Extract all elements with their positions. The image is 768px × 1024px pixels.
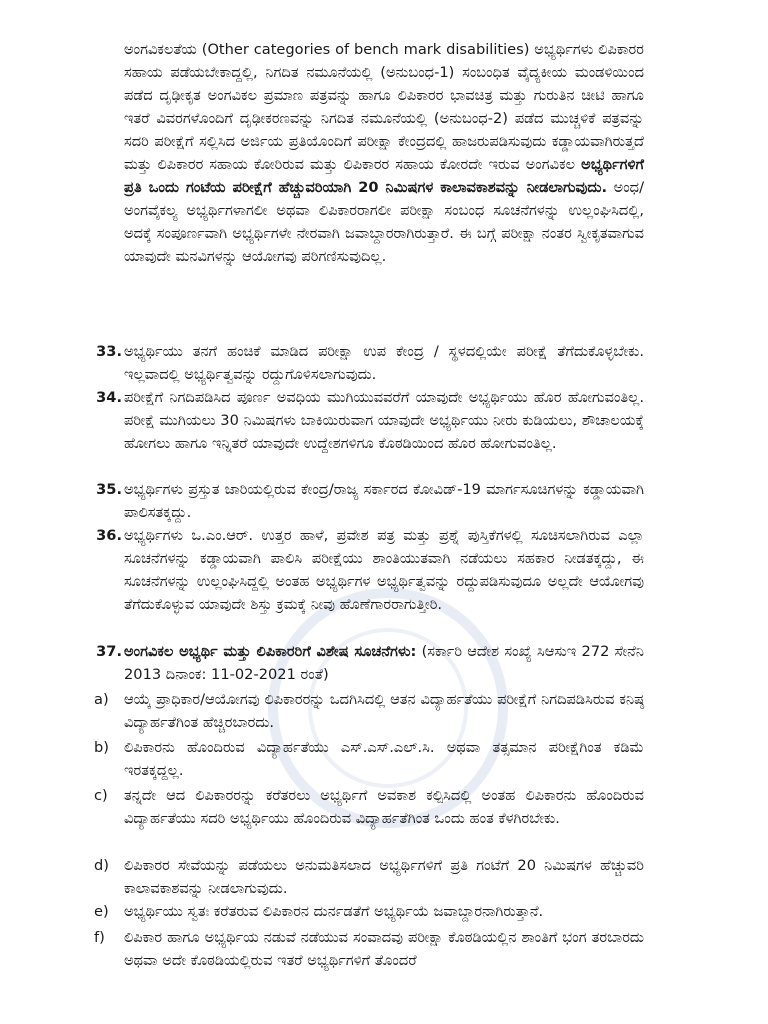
sub-item-text: ಲಿಪಿಕಾರರ ಸೇವೆಯನ್ನು ಪಡೆಯಲು ಅನುಮತಿಸಲಾದ ಅಭ್ಯರ್ಥಿಗಳಿಗೆ ಪ್ರತಿ ಗಂಟೆಗೆ 20 ನಿಮಿಷಗಳ ಹೆಚ್ಚುವರಿ ಕಾಲಾವಕಾಶವನ್ನು ನೀಡಲಾಗುವುದು. [124,857,644,897]
intro-text-a: ಅಂಗವಿಕಲತೆಯ (Other categories of bench mark disabilities) ಅಭ್ಯರ್ಥಿಗಳು ಲಿಪಿಕಾರರ ಸಹಾಯ ಪಡೆಯಬೇಕಾದ್ದಲ್ಲಿ, ನಿಗದಿತ ನಮೂನೆಯಲ್ಲಿ (ಅನುಬಂಧ-1) ಸಂಬಂಧಿತ ವೈದ್ಯಕೀಯ ಮಂಡಳಿಯಿಂದ ಪಡೆದ ದೃಢೀಕೃತ ಅಂಗವಿಕಲ ಪ್ರಮಾಣ ಪತ್ರವನ್ನು ಹಾಗೂ ಲಿಪಿಕಾರರ ಭಾವಚಿತ್ರ ಮತ್ತು ಗುರುತಿನ ಚೀಟಿ ಹಾಗೂ ಇತರೆ ವಿವರಗಳೊಂದಿಗೆ ದೃಢೀಕರಣವನ್ನು ನಿಗದಿತ ನಮೂನೆಯಲ್ಲಿ (ಅನುಬಂಧ-2) ಪಡೆದ ಮುಚ್ಚಳಿಕೆ ಪತ್ರವನ್ನು ಸದರಿ ಪರೀಕ್ಷೆಗೆ ಸಲ್ಲಿಸಿದ ಅರ್ಜಿಯ ಪ್ರತಿಯೊಂದಿಗೆ ಪರೀಕ್ಷಾ ಕೇಂದ್ರದಲ್ಲಿ ಹಾಜರುಪಡಿಸುವುದು ಕಡ್ಡಾಯವಾಗಿರುತ್ತದೆ ಮತ್ತು ಲಿಪಿಕಾರರ ಸಹಾಯ ಕೋರಿರುವ ಮತ್ತು ಲಿಪಿಕಾರರ ಸಹಾಯ ಕೋರದೇ ಇರುವ ಅಂಗವಿಕಲ [124,41,644,173]
sub-item-letter: f) [94,929,105,946]
item-number: 37. [96,643,122,660]
sub-item-text: ಅಭ್ಯರ್ಥಿಯು ಸ್ವತಃ ಕರೆತರುವ ಲಿಪಿಕಾರನ ದುರ್ನಡತೆಗೆ ಅಭ್ಯರ್ಥಿಯೆ ಜವಾಬ್ದಾರನಾಗಿರುತ್ತಾನೆ. [124,903,544,920]
list-item-35 [96,478,644,524]
sub-item-letter: c) [94,787,108,804]
intro-text-b: ಅಂಧ/ ಅಂಗವೈಕಲ್ಯ ಅಭ್ಯರ್ಥಿಗಳಾಗಲೀ ಅಥವಾ ಲಿಪಿಕಾರರಾಗಲೀ ಪರೀಕ್ಷಾ ಸಂಬಂಧ ಸೂಚನೆಗಳನ್ನು ಉಲ್ಲಂಘಿಸಿದಲ್ಲಿ, ಅದಕ್ಕೆ ಸಂಪೂರ್ಣವಾಗಿ ಅಭ್ಯರ್ಥಿಗಳೇ ನೇರವಾಗಿ ಜವಾಬ್ದಾರರಾಗಿರುತ್ತಾರೆ. ಈ ಬಗ್ಗೆ ಪರೀಕ್ಷಾ ನಂತರ ಸ್ವೀಕೃತವಾಗುವ ಯಾವುದೇ ಮನವಿಗಳನ್ನು ಆಯೋಗವು ಪರಿಗಣಿಸುವುದಿಲ್ಲ. [124,179,645,265]
list-item-37 [96,640,644,686]
sub-item-f [94,926,644,972]
sub-item-letter: b) [94,739,109,756]
sub-item-e [94,900,644,923]
sub-item-text: ಲಿಪಿಕಾರನು ಹೊಂದಿರುವ ವಿದ್ಯಾರ್ಹತೆಯು ಎಸ್.ಎಸ್.ಎಲ್.ಸಿ. ಅಥವಾ ತತ್ಸಮಾನ ಪರೀಕ್ಷೆಗಿಂತ ಕಡಿಮೆ ಇರತಕ್ಕದ್ದಲ್ಲ. [124,739,644,779]
item-heading: ಅಂಗವಿಕಲ ಅಭ್ಯರ್ಥಿ ಮತ್ತು ಲಿಪಿಕಾರರಿಗೆ ವಿಶೇಷ ಸೂಚನೆಗಳು: [124,643,417,660]
sub-item-b [94,736,644,782]
item-number: 34. [96,389,122,406]
sub-item-d [94,854,644,900]
item-text: ಅಭ್ಯರ್ಥಿಗಳು ಒ.ಎಂ.ಆರ್. ಉತ್ತರ ಹಾಳೆ, ಪ್ರವೇಶ ಪತ್ರ ಮತ್ತು ಪ್ರಶ್ನೆ ಪುಸ್ತಿಕೆಗಳಲ್ಲಿ ಸೂಚಿಸಲಾಗಿರುವ ಎಲ್ಲಾ ಸೂಚನೆಗಳನ್ನು ಕಡ್ಡಾಯವಾಗಿ ಪಾಲಿಸಿ ಪರೀಕ್ಷೆಯು ಶಾಂತಿಯುತವಾಗಿ ನಡೆಯಲು ಸಹಕಾರ ನೀಡತಕ್ಕದ್ದು, ಈ ಸೂಚನೆಗಳನ್ನು ಉಲ್ಲಂಘಿಸಿದ್ದಲ್ಲಿ ಅಂತಹ ಅಭ್ಯರ್ಥಿಗಳ ಅಭ್ಯರ್ಥಿತ್ವವನ್ನು ರದ್ದುಪಡಿಸುವುದೂ ಅಲ್ಲದೇ ಆಯೋಗವು ತೆಗೆದುಕೊಳ್ಳುವ ಯಾವುದೇ ಶಿಸ್ತು ಕ್ರಮಕ್ಕೆ ನೀವು ಹೊಣೆಗಾರರಾಗುತ್ತೀರಿ. [124,527,644,613]
sub-item-letter: e) [94,903,109,920]
sub-item-text: ತನ್ನದೇ ಆದ ಲಿಪಿಕಾರರನ್ನು ಕರೆತರಲು ಅಭ್ಯರ್ಥಿಗೆ ಅವಕಾಶ ಕಲ್ಪಿಸಿದಲ್ಲಿ ಅಂತಹ ಲಿಪಿಕಾರನು ಹೊಂದಿರುವ ವಿದ್ಯಾರ್ಹತೆಯು ಸದರಿ ಅಭ್ಯರ್ಥಿಯು ಹೊಂದಿರುವ ವಿದ್ಯಾರ್ಹತೆಗಿಂತ ಒಂದು ಹಂತ ಕೆಳಗಿರಬೇಕು. [124,787,644,827]
item-text: ಅಭ್ಯರ್ಥಿಯು ತನಗೆ ಹಂಚಿಕೆ ಮಾಡಿದ ಪರೀಕ್ಷಾ ಉಪ ಕೇಂದ್ರ / ಸ್ಥಳದಲ್ಲಿಯೇ ಪರೀಕ್ಷೆ ತೆಗೆದುಕೊಳ್ಳಬೇಕು. ಇಲ್ಲವಾದಲ್ಲಿ ಅಭ್ಯರ್ಥಿತ್ವವನ್ನು ರದ್ದುಗೊಳಿಸಲಾಗುವುದು. [124,343,644,383]
intro-text-bold: ಅಭ್ಯರ್ಥಿಗಳಿಗೆ ಪ್ರತಿ ಒಂದು ಗಂಟೆಯ ಪರೀಕ್ಷೆಗೆ ಹೆಚ್ಚುವರಿಯಾಗಿ 20 ನಿಮಿಷಗಳ ಕಾಲಾವಕಾಶವನ್ನು ನೀಡಲಾಗುವುದು. [124,156,644,196]
sub-item-a [94,688,644,734]
sub-item-letter: d) [94,857,109,874]
item-number: 36. [96,527,122,544]
item-text: (ಸರ್ಕಾರಿ ಆದೇಶ ಸಂಖ್ಯೆ ಸಿಆಸುಇ 272 ಸೇನೆನಿ 2013 ದಿನಾಂಕ: 11-02-2021 ರಂತೆ) [124,643,644,683]
intro-paragraph [124,38,644,268]
list-item-36 [96,524,644,616]
list-item-34 [96,386,644,455]
sub-item-letter: a) [94,691,109,708]
sub-item-c [94,784,644,830]
item-text: ಅಭ್ಯರ್ಥಿಗಳು ಪ್ರಸ್ತುತ ಜಾರಿಯಲ್ಲಿರುವ ಕೇಂದ್ರ/ರಾಜ್ಯ ಸರ್ಕಾರದ ಕೋವಿಡ್-19 ಮಾರ್ಗಸೂಚಿಗಳನ್ನು ಕಡ್ಡಾಯವಾಗಿ ಪಾಲಿಸತಕ್ಕದ್ದು. [124,481,644,521]
item-number: 33. [96,343,122,360]
item-text: ಪರೀಕ್ಷೆಗೆ ನಿಗದಿಪಡಿಸಿದ ಪೂರ್ಣ ಅವಧಿಯ ಮುಗಿಯುವವರೆಗೆ ಯಾವುದೇ ಅಭ್ಯರ್ಥಿಯು ಹೊರ ಹೋಗುವಂತಿಲ್ಲ. ಪರೀಕ್ಷೆ ಮುಗಿಯಲು 30 ನಿಮಿಷಗಳು ಬಾಕಿಯಿರುವಾಗ ಯಾವುದೇ ಅಭ್ಯರ್ಥಿಯು ನೀರು ಕುಡಿಯಲು, ಶೌಚಾಲಯಕ್ಕೆ ಹೋಗಲು ಹಾಗೂ ಇನ್ನಿತರೆ ಯಾವುದೇ ಉದ್ದೇಶಗಳಿಗೂ ಕೊಠಡಿಯಿಂದ ಹೊರ ಹೋಗುವಂತಿಲ್ಲ. [124,389,644,452]
item-number: 35. [96,481,122,498]
list-item-33 [96,340,644,386]
sub-item-text: ಆಯ್ಕೆ ಪ್ರಾಧಿಕಾರ/ಆಯೋಗವು ಲಿಪಿಕಾರರನ್ನು ಒದಗಿಸಿದಲ್ಲಿ ಆತನ ವಿದ್ಯಾರ್ಹತೆಯು ಪರೀಕ್ಷೆಗೆ ನಿಗದಿಪಡಿಸಿರುವ ಕನಿಷ್ಠ ವಿದ್ಯಾರ್ಹತೆಗಿಂತ ಹೆಚ್ಚಿರಬಾರದು. [124,691,644,731]
sub-item-text: ಲಿಪಿಕಾರ ಹಾಗೂ ಅಭ್ಯರ್ಥಿಯ ನಡುವೆ ನಡೆಯುವ ಸಂವಾದವು ಪರೀಕ್ಷಾ ಕೊಠಡಿಯಲ್ಲಿನ ಶಾಂತಿಗೆ ಭಂಗ ತರಬಾರದು ಅಥವಾ ಅದೇ ಕೊಠಡಿಯಲ್ಲಿರುವ ಇತರೆ ಅಭ್ಯರ್ಥಿಗಳಿಗೆ ತೊಂದರೆ [124,929,644,969]
